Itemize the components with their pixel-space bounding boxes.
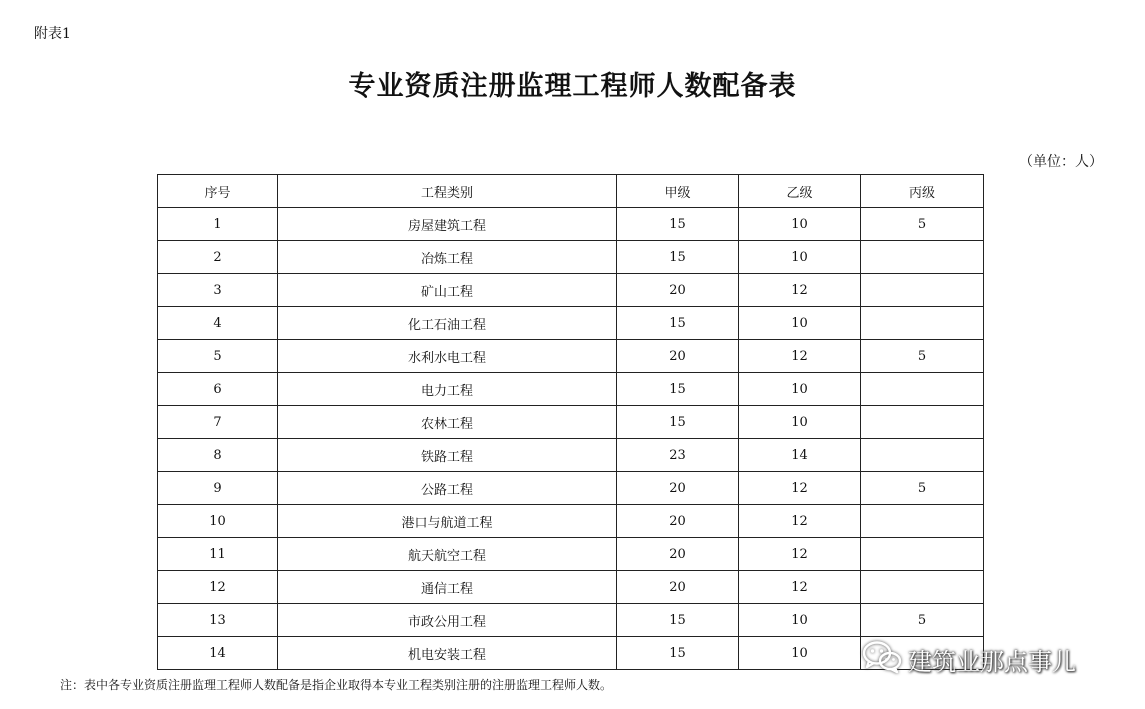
staffing-table [157, 174, 984, 670]
table-row [158, 307, 984, 340]
column-header-category: 工程类别 [278, 175, 617, 208]
table-row [158, 340, 984, 373]
cell-index: 1 [158, 208, 278, 241]
table-row [158, 505, 984, 538]
cell-grade-b: 10 [739, 406, 861, 439]
cell-grade-c [861, 307, 984, 340]
table-body [158, 208, 984, 670]
column-header-grade-c: 丙级 [861, 175, 984, 208]
cell-grade-a: 15 [617, 637, 739, 670]
cell-grade-b: 12 [739, 571, 861, 604]
cell-grade-c [861, 439, 984, 472]
cell-grade-b: 10 [739, 373, 861, 406]
cell-index: 4 [158, 307, 278, 340]
cell-grade-b: 10 [739, 241, 861, 274]
table-container [157, 174, 984, 670]
cell-grade-a: 15 [617, 373, 739, 406]
cell-index: 3 [158, 274, 278, 307]
cell-grade-a: 20 [617, 538, 739, 571]
cell-grade-a: 15 [617, 307, 739, 340]
cell-index: 12 [158, 571, 278, 604]
table-row [158, 208, 984, 241]
cell-grade-c: 5 [861, 208, 984, 241]
cell-grade-b: 12 [739, 340, 861, 373]
cell-grade-b: 12 [739, 538, 861, 571]
cell-grade-c: 5 [861, 472, 984, 505]
table-row [158, 538, 984, 571]
cell-grade-a: 15 [617, 604, 739, 637]
cell-grade-c [861, 538, 984, 571]
cell-index: 9 [158, 472, 278, 505]
cell-grade-c: 5 [861, 340, 984, 373]
cell-grade-a: 15 [617, 241, 739, 274]
cell-grade-a: 15 [617, 208, 739, 241]
cell-category: 电力工程 [278, 373, 617, 406]
cell-index: 7 [158, 406, 278, 439]
cell-index: 5 [158, 340, 278, 373]
table-row [158, 472, 984, 505]
cell-grade-b: 12 [739, 274, 861, 307]
cell-grade-b: 12 [739, 505, 861, 538]
cell-grade-a: 20 [617, 274, 739, 307]
watermark-text: 建筑业那点事儿 [908, 647, 1076, 676]
footnote: 注：表中各专业资质注册监理工程师人数配备是指企业取得本专业工程类别注册的注册监理工程师人数。 [60, 678, 613, 692]
table-row [158, 637, 984, 670]
cell-category: 铁路工程 [278, 439, 617, 472]
cell-grade-b: 10 [739, 208, 861, 241]
cell-index: 11 [158, 538, 278, 571]
cell-category: 房屋建筑工程 [278, 208, 617, 241]
cell-category: 机电安装工程 [278, 637, 617, 670]
cell-index: 13 [158, 604, 278, 637]
table-row [158, 373, 984, 406]
cell-grade-b: 10 [739, 307, 861, 340]
table-row [158, 439, 984, 472]
cell-index: 14 [158, 637, 278, 670]
cell-index: 2 [158, 241, 278, 274]
cell-category: 冶炼工程 [278, 241, 617, 274]
page-title: 专业资质注册监理工程师人数配备表 [348, 71, 797, 102]
table-row [158, 406, 984, 439]
cell-index: 8 [158, 439, 278, 472]
cell-category: 水利水电工程 [278, 340, 617, 373]
table-row [158, 274, 984, 307]
table-row [158, 241, 984, 274]
cell-grade-c [861, 406, 984, 439]
table-row [158, 571, 984, 604]
cell-grade-c [861, 241, 984, 274]
cell-grade-b: 14 [739, 439, 861, 472]
cell-grade-c [861, 505, 984, 538]
cell-grade-a: 20 [617, 571, 739, 604]
cell-category: 通信工程 [278, 571, 617, 604]
cell-category: 农林工程 [278, 406, 617, 439]
unit-note: （单位：人） [1019, 154, 1103, 170]
table-header-row [158, 175, 984, 208]
cell-index: 6 [158, 373, 278, 406]
cell-category: 港口与航道工程 [278, 505, 617, 538]
cell-grade-a: 20 [617, 472, 739, 505]
wechat-icon [862, 640, 902, 683]
cell-category: 航天航空工程 [278, 538, 617, 571]
cell-grade-a: 20 [617, 340, 739, 373]
attachment-label: 附表1 [34, 26, 71, 42]
cell-grade-b: 10 [739, 637, 861, 670]
cell-category: 市政公用工程 [278, 604, 617, 637]
cell-grade-a: 15 [617, 406, 739, 439]
watermark [862, 640, 1076, 683]
cell-grade-c: 5 [861, 604, 984, 637]
cell-grade-c [861, 274, 984, 307]
cell-grade-c [861, 373, 984, 406]
cell-index: 10 [158, 505, 278, 538]
cell-category: 矿山工程 [278, 274, 617, 307]
cell-category: 化工石油工程 [278, 307, 617, 340]
table-row [158, 604, 984, 637]
cell-grade-b: 12 [739, 472, 861, 505]
column-header-grade-a: 甲级 [617, 175, 739, 208]
column-header-index: 序号 [158, 175, 278, 208]
cell-grade-c [861, 571, 984, 604]
column-header-grade-b: 乙级 [739, 175, 861, 208]
cell-grade-a: 23 [617, 439, 739, 472]
cell-grade-b: 10 [739, 604, 861, 637]
cell-category: 公路工程 [278, 472, 617, 505]
cell-grade-a: 20 [617, 505, 739, 538]
